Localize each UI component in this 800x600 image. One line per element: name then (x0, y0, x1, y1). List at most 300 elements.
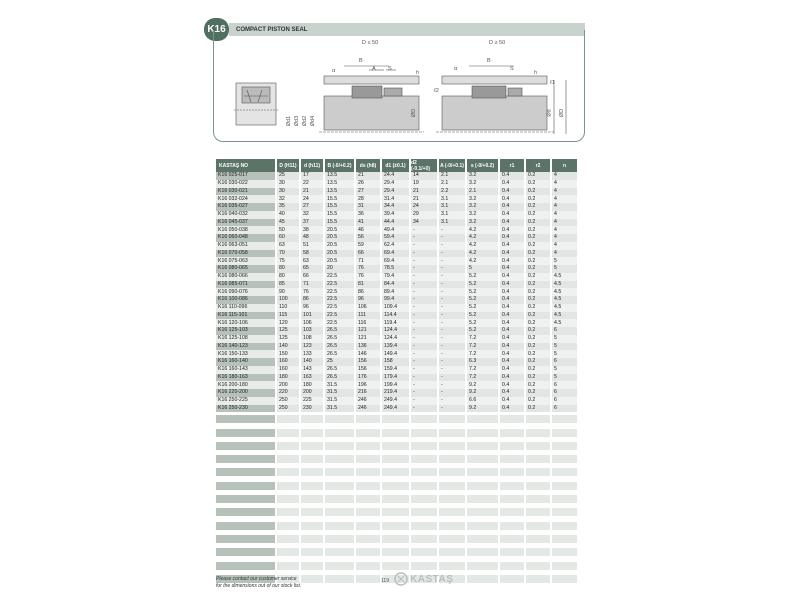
table-cell: 0.4 (500, 257, 524, 265)
table-cell: 5 (552, 343, 577, 351)
table-cell: - (439, 273, 465, 281)
empty-cell (411, 522, 437, 530)
table-cell: 179.4 (382, 374, 409, 382)
table-cell: 0.4 (500, 265, 524, 273)
table-cell: 34 (411, 219, 437, 227)
table-cell: - (439, 343, 465, 351)
table-cell: 0.4 (500, 327, 524, 335)
empty-cell (301, 429, 323, 437)
empty-cell (552, 415, 577, 423)
table-cell: - (439, 250, 465, 258)
empty-cell (500, 429, 524, 437)
table-cell: 3.1 (439, 219, 465, 227)
column-header: d2 (-0.1/+0) (411, 159, 437, 172)
table-cell: - (439, 265, 465, 273)
table-cell: 15.5 (325, 219, 354, 227)
table-cell: 0.2 (526, 327, 550, 335)
part-number-cell: K16 063-051 (216, 242, 275, 250)
table-cell: 9.2 (467, 405, 498, 413)
table-cell: 56 (356, 234, 380, 242)
empty-cell (325, 429, 354, 437)
empty-cell (277, 442, 299, 450)
part-number-cell: K16 120-106 (216, 319, 275, 327)
table-cell: - (411, 273, 437, 281)
table-cell: - (439, 350, 465, 358)
column-header: ds (h8) (356, 159, 380, 172)
table-cell: 4.5 (552, 312, 577, 320)
empty-cell (356, 575, 380, 583)
empty-table-row (216, 532, 585, 545)
dim-label-d2: Ød2 (302, 115, 309, 127)
table-cell: 125 (277, 335, 299, 343)
empty-cell (382, 535, 409, 543)
table-cell: - (411, 242, 437, 250)
table-cell: 24 (301, 195, 323, 203)
empty-cell (411, 468, 437, 476)
table-row (216, 397, 585, 405)
empty-cell (500, 548, 524, 556)
table-cell: 0.2 (526, 219, 550, 227)
table-cell: 28 (356, 195, 380, 203)
footer-note-line1: Please contact our customer service (216, 576, 297, 582)
dim-label-d4: Ød4 (310, 115, 317, 127)
table-cell: 19 (411, 180, 437, 188)
part-number-cell: K16 140-123 (216, 343, 275, 351)
table-cell: - (439, 381, 465, 389)
table-cell: 66 (301, 273, 323, 281)
table-cell: 0.4 (500, 335, 524, 343)
part-number-cell: K16 060-048 (216, 234, 275, 242)
table-cell: 26.5 (325, 335, 354, 343)
empty-cell (277, 508, 299, 516)
table-cell: - (411, 397, 437, 405)
table-cell: 2.1 (439, 172, 465, 180)
table-cell: 5 (552, 374, 577, 382)
empty-cell (356, 548, 380, 556)
empty-cell (467, 482, 498, 490)
part-number-cell: K16 160-140 (216, 358, 275, 366)
table-cell: 20.5 (325, 242, 354, 250)
table-cell: 44.4 (382, 219, 409, 227)
empty-cell (526, 508, 550, 516)
table-cell: 5 (552, 350, 577, 358)
table-cell: 0.4 (500, 273, 524, 281)
table-cell: 29.4 (382, 188, 409, 196)
empty-cell (411, 455, 437, 463)
table-cell: - (411, 327, 437, 335)
empty-cell (526, 429, 550, 437)
column-header: KASTAŞ NO (216, 159, 275, 172)
empty-cell (439, 442, 465, 450)
table-cell: 6.6 (467, 397, 498, 405)
part-number-cell: K16 075-063 (216, 257, 275, 265)
column-header: n (552, 159, 577, 172)
table-cell: 0.2 (526, 172, 550, 180)
table-cell: 4.5 (552, 304, 577, 312)
part-number-cell: K16 125-108 (216, 335, 275, 343)
table-cell: - (439, 397, 465, 405)
section-badge: K16 (204, 18, 229, 41)
table-cell: 3.1 (439, 211, 465, 219)
table-cell: 6 (552, 405, 577, 413)
table-cell: 99.4 (382, 296, 409, 304)
table-cell: 4 (552, 180, 577, 188)
table-cell: 6 (552, 397, 577, 405)
table-cell: 6 (552, 358, 577, 366)
table-cell: 0.4 (500, 226, 524, 234)
table-cell: 0.2 (526, 350, 550, 358)
empty-cell (500, 468, 524, 476)
table-cell: 85 (277, 281, 299, 289)
empty-cell (301, 548, 323, 556)
column-header: s (-0/+0.2) (467, 159, 498, 172)
empty-cell (216, 522, 275, 530)
table-cell: 63 (301, 257, 323, 265)
table-cell: - (439, 281, 465, 289)
table-cell: 176 (356, 374, 380, 382)
table-cell: 4 (552, 234, 577, 242)
table-cell: 20.5 (325, 234, 354, 242)
table-cell: 39.4 (382, 211, 409, 219)
brand-logo (394, 572, 453, 586)
table-cell: 37 (301, 219, 323, 227)
table-cell: 0.2 (526, 358, 550, 366)
table-cell: 71 (301, 281, 323, 289)
table-cell: 0.4 (500, 319, 524, 327)
table-cell: 58 (301, 250, 323, 258)
table-row (216, 304, 585, 312)
empty-cell (500, 442, 524, 450)
table-cell: 24.4 (382, 172, 409, 180)
empty-cell (325, 468, 354, 476)
footer-note (216, 576, 301, 589)
empty-cell (301, 455, 323, 463)
table-cell: 21 (411, 188, 437, 196)
table-cell: 0.4 (500, 397, 524, 405)
empty-table-row (216, 412, 585, 425)
empty-cell (325, 522, 354, 530)
table-cell: 4 (552, 226, 577, 234)
table-cell: 119.4 (382, 319, 409, 327)
table-row (216, 312, 585, 320)
table-cell: 69.4 (382, 257, 409, 265)
table-cell: 48 (301, 234, 323, 242)
table-cell: 160 (277, 366, 299, 374)
empty-table-row (216, 426, 585, 439)
table-cell: 6 (552, 389, 577, 397)
table-cell: 7.2 (467, 366, 498, 374)
empty-cell (467, 508, 498, 516)
table-cell: 25 (277, 172, 299, 180)
table-cell: 0.2 (526, 296, 550, 304)
table-empty-rows (216, 412, 585, 585)
empty-cell (382, 548, 409, 556)
part-number-cell: K16 100-086 (216, 296, 275, 304)
table-cell: 4.5 (552, 288, 577, 296)
table-cell: 31.5 (325, 405, 354, 413)
table-cell: 250 (277, 405, 299, 413)
table-cell: 0.2 (526, 281, 550, 289)
left-drawing-title: D ≤ 50 (362, 40, 379, 46)
empty-table-row (216, 559, 585, 572)
part-number-cell: K16 125-103 (216, 327, 275, 335)
table-cell: 156 (356, 358, 380, 366)
table-cell: 0.4 (500, 195, 524, 203)
empty-cell (301, 482, 323, 490)
empty-cell (552, 455, 577, 463)
table-cell: 121 (356, 327, 380, 335)
empty-cell (356, 468, 380, 476)
table-cell: 4 (552, 250, 577, 258)
table-cell: 0.4 (500, 219, 524, 227)
table-cell: 0.2 (526, 257, 550, 265)
table-cell: 27 (356, 188, 380, 196)
empty-cell (500, 415, 524, 423)
table-cell: 200 (301, 389, 323, 397)
table-cell: 4.2 (467, 257, 498, 265)
part-number-cell: K16 220-200 (216, 389, 275, 397)
part-number-cell: K16 080-065 (216, 265, 275, 273)
table-cell: 26.5 (325, 327, 354, 335)
part-number-cell: K16 110-096 (216, 304, 275, 312)
table-row (216, 288, 585, 296)
table-cell: 25 (325, 358, 354, 366)
table-cell: 4.2 (467, 226, 498, 234)
part-number-cell: K16 045-037 (216, 219, 275, 227)
empty-cell (216, 455, 275, 463)
table-cell: 216 (356, 389, 380, 397)
table-cell: 0.2 (526, 381, 550, 389)
empty-cell (382, 429, 409, 437)
table-cell: - (411, 335, 437, 343)
empty-cell (467, 548, 498, 556)
empty-cell (356, 562, 380, 570)
seal-cross-section-drawings (214, 30, 586, 142)
table-cell: 3.1 (439, 195, 465, 203)
table-cell: 4.2 (467, 242, 498, 250)
empty-table-row (216, 479, 585, 492)
table-cell: 20.5 (325, 226, 354, 234)
empty-cell (439, 415, 465, 423)
empty-cell (500, 575, 524, 583)
table-cell: 110 (277, 304, 299, 312)
empty-cell (382, 468, 409, 476)
table-cell: - (411, 319, 437, 327)
table-cell: 22.5 (325, 273, 354, 281)
empty-cell (526, 575, 550, 583)
table-cell: 60 (277, 234, 299, 242)
dim-label-h-right: h (534, 70, 538, 76)
table-cell: 15.5 (325, 195, 354, 203)
column-header: D (H11) (277, 159, 299, 172)
table-cell: 199.4 (382, 381, 409, 389)
table-cell: 0.4 (500, 211, 524, 219)
table-cell: 0.4 (500, 288, 524, 296)
table-cell: 6.3 (467, 358, 498, 366)
column-header: d (h11) (301, 159, 323, 172)
empty-cell (439, 548, 465, 556)
empty-cell (325, 455, 354, 463)
empty-cell (552, 508, 577, 516)
table-cell: 150 (277, 350, 299, 358)
empty-cell (301, 495, 323, 503)
dim-label-s-left: S (388, 66, 392, 72)
table-cell: 0.4 (500, 180, 524, 188)
empty-cell (301, 415, 323, 423)
table-cell: 46 (356, 226, 380, 234)
table-header (216, 159, 585, 172)
table-cell: - (411, 281, 437, 289)
table-cell: 0.2 (526, 405, 550, 413)
empty-cell (439, 508, 465, 516)
table-cell: 249.4 (382, 405, 409, 413)
table-cell: 230 (301, 405, 323, 413)
table-cell: 0.4 (500, 374, 524, 382)
empty-cell (500, 522, 524, 530)
table-cell: 22 (301, 180, 323, 188)
empty-cell (411, 495, 437, 503)
empty-cell (552, 562, 577, 570)
dim-label-d-right: Ød (546, 109, 553, 117)
empty-cell (411, 548, 437, 556)
table-cell: - (411, 234, 437, 242)
right-drawing-title: D ≥ 50 (489, 40, 506, 46)
table-cell: 84.4 (382, 281, 409, 289)
table-cell: 0.4 (500, 188, 524, 196)
part-number-cell: K16 085-071 (216, 281, 275, 289)
empty-cell (467, 455, 498, 463)
empty-cell (439, 495, 465, 503)
dim-label-h-left: h (416, 70, 420, 76)
empty-cell (356, 442, 380, 450)
table-cell: 0.2 (526, 234, 550, 242)
empty-cell (382, 415, 409, 423)
table-cell: 26.5 (325, 366, 354, 374)
empty-cell (526, 522, 550, 530)
table-cell: 2.1 (439, 180, 465, 188)
empty-cell (411, 429, 437, 437)
empty-cell (552, 429, 577, 437)
table-cell: 7.2 (467, 374, 498, 382)
empty-cell (382, 508, 409, 516)
table-cell: 0.2 (526, 195, 550, 203)
table-cell: 106 (356, 304, 380, 312)
table-row (216, 211, 585, 219)
table-cell: - (411, 265, 437, 273)
table-cell: 3.1 (439, 203, 465, 211)
table-cell: 0.4 (500, 312, 524, 320)
table-cell: 22.5 (325, 312, 354, 320)
empty-cell (325, 442, 354, 450)
empty-cell (277, 429, 299, 437)
empty-table-row (216, 452, 585, 465)
table-cell: 158 (382, 358, 409, 366)
empty-cell (277, 415, 299, 423)
empty-cell (500, 562, 524, 570)
empty-cell (552, 522, 577, 530)
table-cell: 15.5 (325, 203, 354, 211)
table-cell: 0.4 (500, 358, 524, 366)
table-cell: 246 (356, 397, 380, 405)
empty-cell (356, 415, 380, 423)
table-cell: 89.4 (382, 288, 409, 296)
empty-cell (277, 495, 299, 503)
table-row (216, 319, 585, 327)
table-cell: - (411, 366, 437, 374)
table-cell: 115 (277, 312, 299, 320)
empty-cell (467, 575, 498, 583)
table-cell: 3.2 (467, 180, 498, 188)
table-cell: 7.2 (467, 343, 498, 351)
empty-cell (500, 508, 524, 516)
column-header: d1 (±0.1) (382, 159, 409, 172)
table-cell: 163 (301, 374, 323, 382)
empty-cell (467, 468, 498, 476)
table-cell: 0.4 (500, 242, 524, 250)
table-cell: 149.4 (382, 350, 409, 358)
table-cell: 13.5 (325, 180, 354, 188)
table-cell: 13.5 (325, 188, 354, 196)
dim-label-D-left: ØD (411, 108, 418, 118)
table-cell: 3.2 (467, 172, 498, 180)
empty-cell (411, 562, 437, 570)
empty-cell (526, 482, 550, 490)
dim-label-D-right: ØD (559, 108, 566, 118)
table-cell: 120 (277, 319, 299, 327)
table-cell: 103 (301, 327, 323, 335)
empty-cell (277, 548, 299, 556)
table-row (216, 405, 585, 413)
empty-cell (411, 415, 437, 423)
empty-table-row (216, 505, 585, 518)
table-cell: 5 (552, 335, 577, 343)
table-cell: 196 (356, 381, 380, 389)
table-cell: 0.2 (526, 203, 550, 211)
table-cell: - (439, 374, 465, 382)
empty-cell (439, 522, 465, 530)
table-cell: - (411, 343, 437, 351)
table-cell: 5.2 (467, 327, 498, 335)
empty-cell (301, 508, 323, 516)
dim-label-b-left: B (359, 58, 363, 64)
table-cell: 220 (277, 389, 299, 397)
table-row (216, 327, 585, 335)
table-cell: 0.4 (500, 296, 524, 304)
table-cell: 31.5 (325, 389, 354, 397)
table-cell: 66 (356, 250, 380, 258)
section-title: COMPACT PISTON SEAL (229, 23, 585, 36)
table-cell: 0.4 (500, 366, 524, 374)
table-cell: 0.2 (526, 397, 550, 405)
table-cell: - (411, 358, 437, 366)
empty-cell (277, 468, 299, 476)
table-cell: 38 (301, 226, 323, 234)
table-row (216, 219, 585, 227)
empty-cell (301, 562, 323, 570)
empty-cell (216, 482, 275, 490)
table-cell: 0.4 (500, 343, 524, 351)
table-cell: 0.2 (526, 226, 550, 234)
table-row (216, 296, 585, 304)
table-cell: 20 (325, 265, 354, 273)
table-cell: 109.4 (382, 304, 409, 312)
table-cell: - (439, 288, 465, 296)
table-cell: - (411, 381, 437, 389)
table-cell: - (439, 304, 465, 312)
column-header: A (-0/+0.1) (439, 159, 465, 172)
table-cell: 0.2 (526, 265, 550, 273)
table-cell: 4 (552, 172, 577, 180)
